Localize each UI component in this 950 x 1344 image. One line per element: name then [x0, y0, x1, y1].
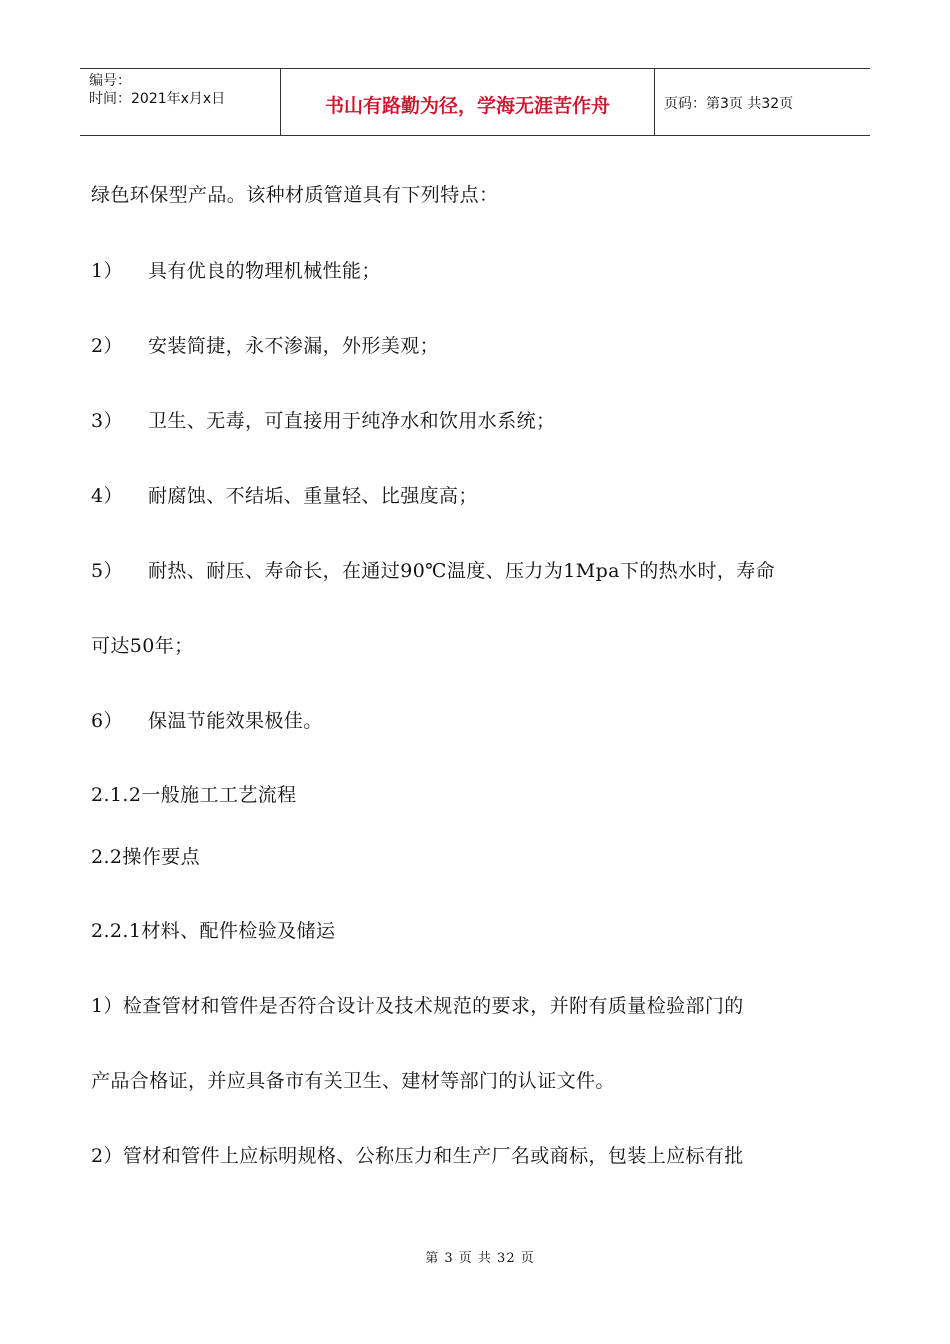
feature-text: 卫生、无毒，可直接用于纯净水和饮用水系统；: [148, 410, 556, 432]
section-heading-2-2: 2.2操作要点: [91, 846, 201, 868]
paragraph-item-1-line-1: 1）检查管材和管件是否符合设计及技术规范的要求，并附有质量检验部门的: [91, 995, 744, 1017]
section-heading-2-2-1: 2.2.1材料、配件检验及储运: [91, 920, 336, 942]
page-header: [80, 68, 870, 136]
page-footer: 第 3 页 共 32 页: [425, 1251, 535, 1266]
document-number-label: 编号：: [89, 73, 131, 89]
feature-number: 5）: [91, 560, 123, 582]
feature-item-1: [91, 256, 381, 283]
paragraph-item-1-line-2: 产品合格证，并应具备市有关卫生、建材等部门的认证文件。: [91, 1070, 615, 1092]
feature-number: 1）: [91, 260, 123, 282]
section-heading-2-1-2: 2.1.2一般施工工艺流程: [91, 784, 297, 806]
header-motto: 书山有路勤为径，学海无涯苦作舟: [281, 69, 655, 135]
feature-item-3: [91, 406, 555, 433]
header-meta: [80, 69, 281, 135]
feature-text: 安装简捷，永不渗漏，外形美观；: [148, 335, 440, 357]
feature-text: 保温节能效果极佳。: [148, 710, 323, 732]
feature-text: 耐热、耐压、寿命长，在通过90℃温度、压力为1Mpa下的热水时，寿命: [148, 560, 776, 582]
feature-number: 3）: [91, 410, 123, 432]
header-page-info: 页码：第3页 共32页: [664, 96, 794, 112]
feature-item-5-continued: 可达50年；: [91, 635, 194, 657]
paragraph-item-2-line-1: 2）管材和管件上应标明规格、公称压力和生产厂名或商标，包装上应标有批: [91, 1145, 744, 1167]
feature-text: 具有优良的物理机械性能；: [148, 260, 381, 282]
feature-item-4: [91, 481, 478, 508]
feature-item-2: [91, 331, 439, 358]
feature-number: 6）: [91, 710, 123, 732]
feature-text: 耐腐蚀、不结垢、重量轻、比强度高；: [148, 485, 478, 507]
intro-paragraph: 绿色环保型产品。该种材质管道具有下列特点：: [91, 184, 499, 206]
document-date: 时间：2021年x月x日: [89, 91, 226, 107]
feature-item-5: [91, 556, 775, 583]
feature-number: 4）: [91, 485, 123, 507]
feature-item-6: [91, 706, 323, 733]
feature-number: 2）: [91, 335, 123, 357]
